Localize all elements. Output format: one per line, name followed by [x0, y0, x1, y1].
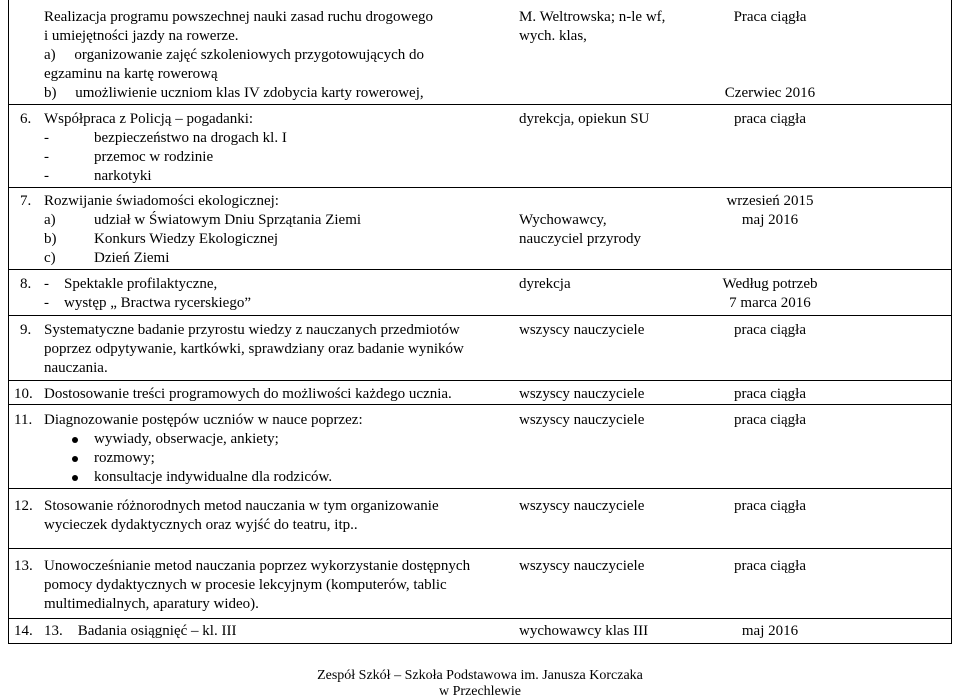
page-footer-line: w Przechlewie: [438, 684, 522, 699]
page-footer-line: Zespół Szkół – Szkoła Podstawowa im. Janusza Korczaka: [317, 668, 643, 683]
column-divider: [951, 0, 952, 644]
list-item: konsultacje indywidualne dla rodziców.: [94, 469, 333, 485]
row-text-line: Stosowanie różnorodnych metod nauczania w tym organizowanie: [44, 498, 439, 514]
row-divider: [8, 104, 952, 105]
bullet-icon: [72, 475, 78, 481]
row-text-line: pomocy dydaktycznych w procesie lekcyjnym (komputerów, tablic: [44, 577, 447, 593]
row-text-line: b) umożliwienie uczniom klas IV zdobycia karty rowerowej,: [44, 85, 424, 101]
deadline-cell: maj 2016: [741, 623, 799, 639]
row-number: 14.: [14, 623, 33, 639]
row-number: 10.: [14, 386, 33, 402]
responsible-cell: wszyscy nauczyciele: [519, 558, 645, 574]
row-text-line: wycieczek dydaktycznych oraz wyjść do teatru, itp..: [44, 517, 358, 533]
row-text-line: i umiejętności jazdy na rowerze.: [44, 28, 239, 44]
row-text-line: Systematyczne badanie przyrostu wiedzy z nauczanych przedmiotów: [44, 322, 460, 338]
row-text-line: a) organizowanie zajęć szkoleniowych przygotowujących do: [44, 47, 424, 63]
list-item: przemoc w rodzinie: [94, 149, 214, 165]
row-text-line: Realizacja programu powszechnej nauki zasad ruchu drogowego: [44, 9, 434, 25]
responsible-cell: wszyscy nauczyciele: [519, 386, 645, 402]
list-marker: -: [44, 130, 49, 146]
list-item: udział w Światowym Dniu Sprzątania Ziemi: [94, 212, 362, 228]
deadline-cell: Czerwiec 2016: [724, 85, 816, 101]
row-title: Współpraca z Policją – pogadanki:: [44, 111, 254, 127]
row-text-line: nauczania.: [44, 360, 108, 376]
list-marker: -: [44, 149, 49, 165]
row-number: 11.: [14, 412, 33, 428]
row-text-line: poprzez odpytywanie, kartkówki, sprawdziany oraz badanie wyników: [44, 341, 464, 357]
list-item: Konkurs Wiedzy Ekologicznej: [94, 231, 279, 247]
list-item: bezpieczeństwo na drogach kl. I: [94, 130, 287, 146]
row-text-line: multimedialnych, aparatury wideo).: [44, 596, 259, 612]
deadline-cell: 7 marca 2016: [729, 295, 811, 311]
deadline-cell: praca ciągła: [733, 386, 807, 402]
row-divider: [8, 618, 952, 619]
responsible-cell: nauczyciel przyrody: [519, 231, 642, 247]
responsible-cell: dyrekcja: [519, 276, 571, 292]
list-marker: a): [44, 212, 56, 228]
deadline-cell: praca ciągła: [733, 322, 807, 338]
row-divider: [8, 548, 952, 549]
row-title: Diagnozowanie postępów uczniów w nauce poprzez:: [44, 412, 363, 428]
list-marker: b): [44, 231, 57, 247]
row-divider: [8, 315, 952, 316]
row-number: 9.: [20, 322, 32, 338]
list-item: Spektakle profilaktyczne,: [64, 276, 218, 292]
list-marker: -: [44, 276, 49, 292]
row-divider: [8, 380, 952, 381]
row-text-line: egzaminu na kartę rowerową: [44, 66, 218, 82]
list-item: rozmowy;: [94, 450, 155, 466]
list-marker: -: [44, 295, 49, 311]
row-divider: [8, 488, 952, 489]
row-title: Rozwijanie świadomości ekologicznej:: [44, 193, 279, 209]
deadline-cell: praca ciągła: [733, 498, 807, 514]
row-text-line: Unowocześnianie metod nauczania poprzez wykorzystanie dostępnych: [44, 558, 471, 574]
row-number: 7.: [20, 193, 32, 209]
responsible-cell: wychowawcy klas III: [519, 623, 649, 639]
list-marker: -: [44, 168, 49, 184]
row-text-line: Dostosowanie treści programowych do możliwości każdego ucznia.: [44, 386, 452, 402]
responsible-cell: wszyscy nauczyciele: [519, 498, 645, 514]
responsible-cell: M. Weltrowska; n-le wf,: [519, 9, 666, 25]
deadline-cell: praca ciągła: [733, 558, 807, 574]
deadline-cell: praca ciągła: [733, 111, 807, 127]
deadline-cell: Według potrzeb: [722, 276, 818, 292]
list-item: Dzień Ziemi: [94, 250, 170, 266]
deadline-cell: Praca ciągła: [733, 9, 807, 25]
deadline-cell: praca ciągła: [733, 412, 807, 428]
row-number: 12.: [14, 498, 33, 514]
bullet-icon: [72, 437, 78, 443]
responsible-cell: Wychowawcy,: [519, 212, 607, 228]
list-item: wywiady, obserwacje, ankiety;: [94, 431, 279, 447]
deadline-cell: wrzesień 2015: [726, 193, 814, 209]
responsible-cell: dyrekcja, opiekun SU: [519, 111, 650, 127]
row-text-line: 13. Badania osiągnięć – kl. III: [44, 623, 237, 639]
responsible-cell: wszyscy nauczyciele: [519, 322, 645, 338]
column-divider: [8, 0, 9, 644]
row-number: 8.: [20, 276, 32, 292]
list-item: narkotyki: [94, 168, 152, 184]
row-divider: [8, 187, 952, 188]
row-divider: [8, 404, 952, 405]
row-divider: [8, 269, 952, 270]
responsible-cell: wszyscy nauczyciele: [519, 412, 645, 428]
responsible-cell: wych. klas,: [519, 28, 587, 44]
row-number: 6.: [20, 111, 32, 127]
list-marker: c): [44, 250, 56, 266]
list-item: występ „ Bractwa rycerskiego”: [64, 295, 252, 311]
row-divider: [8, 643, 952, 644]
deadline-cell: maj 2016: [741, 212, 799, 228]
row-number: 13.: [14, 558, 33, 574]
bullet-icon: [72, 456, 78, 462]
